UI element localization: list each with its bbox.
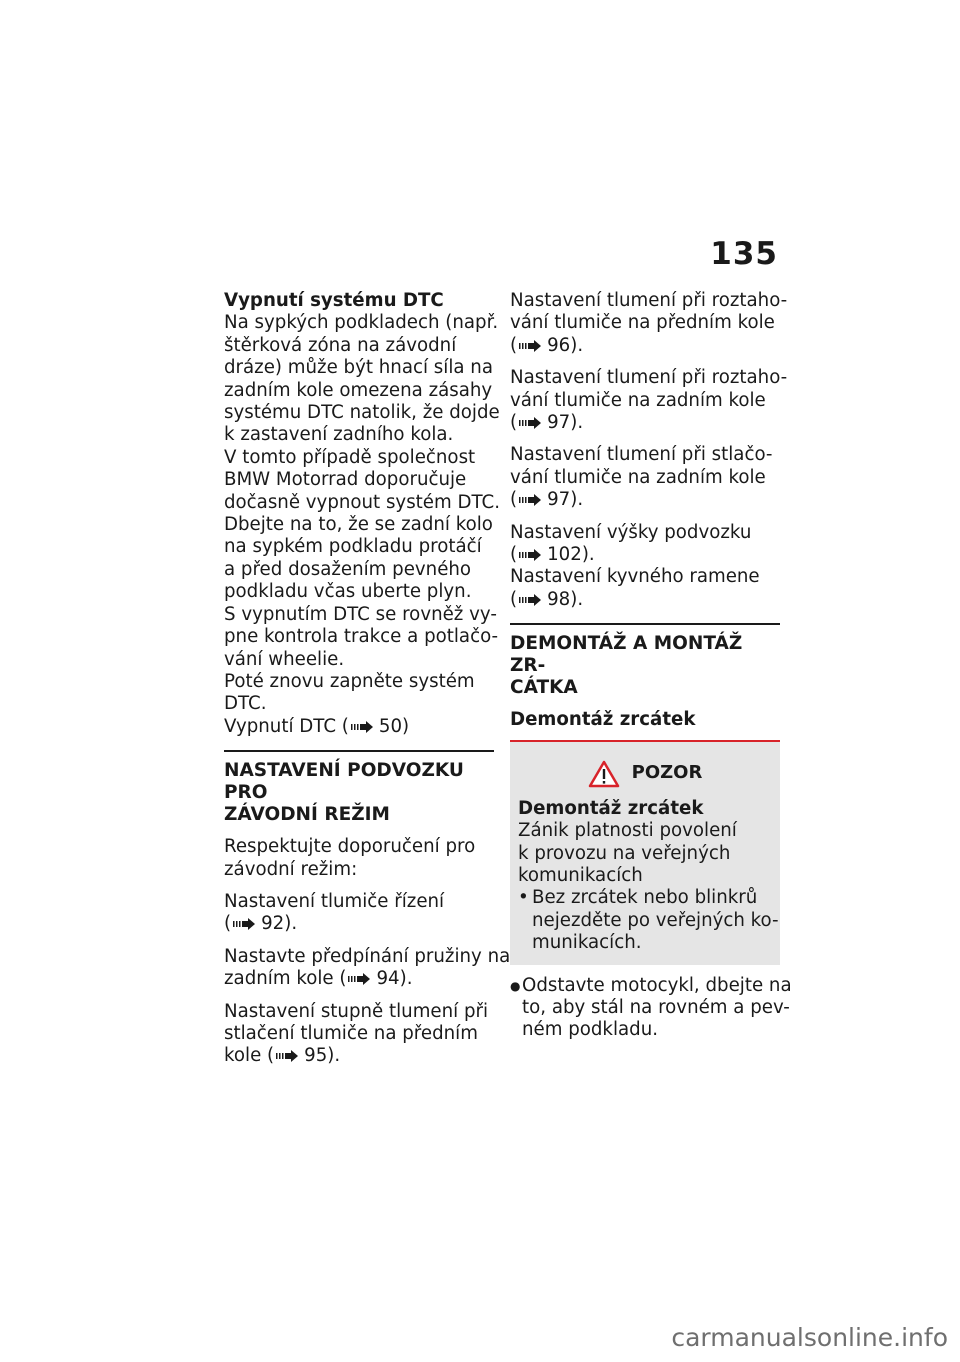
item-swingarm[interactable]	[510, 566, 780, 611]
text-line: podkladu včas uberte plyn.	[224, 581, 472, 603]
text-line: Nastavení kyvného ramene	[510, 566, 760, 588]
dtc-text	[224, 312, 501, 738]
page-reference-arrow-icon	[348, 973, 372, 985]
warning-box	[510, 740, 780, 965]
ref-page: 92).	[261, 913, 298, 935]
text-line: BMW Motorrad doporučuje	[224, 469, 467, 491]
page-reference-arrow-icon	[351, 721, 375, 733]
item-rebound-damping-front[interactable]	[510, 290, 788, 357]
text-line: systému DTC natolik, že dojde	[224, 402, 500, 424]
text-line: zadním kole omezena zásahy	[224, 379, 493, 401]
text-line: stlačení tlumiče na předním	[224, 1022, 478, 1044]
ref-page: 50)	[378, 715, 410, 737]
page-reference-arrow-icon	[519, 494, 543, 506]
text-line: Dbejte na to, že se zadní kolo	[224, 514, 493, 536]
text-line: nejezděte po veřejných ko-	[532, 909, 779, 931]
text-line: munikacích.	[532, 932, 642, 954]
text-line: Nastavení výšky podvozku	[510, 521, 752, 543]
text-line: vání tlumiče na zadním kole	[510, 389, 766, 411]
ref-text: Vypnutí DTC (	[224, 715, 349, 737]
page-reference-arrow-icon	[233, 918, 257, 930]
ref-open: (	[224, 913, 232, 935]
text-line: dočasně vypnout systém DTC.	[224, 491, 501, 513]
ref-page: 95).	[304, 1045, 341, 1067]
text-line: k zastavení zadního kola.	[224, 424, 454, 446]
heading-line: CÁTKA	[510, 677, 578, 699]
warning-heading: Demontáž zrcátek	[518, 797, 704, 819]
text-line: vání tlumiče na předním kole	[510, 312, 775, 334]
warning-header	[518, 760, 772, 788]
dtc-reference[interactable]	[224, 716, 494, 738]
heading-line: ZÁVODNÍ REŽIM	[224, 804, 390, 826]
text-fragment: kole (	[224, 1045, 275, 1067]
heading-line: NASTAVENÍ PODVOZKU PRO	[224, 760, 464, 804]
text-line: V tomto případě společnost	[224, 446, 476, 468]
watermark-link[interactable]: carmanualsonline.info	[671, 1323, 948, 1352]
chapter-heading-mirrors	[510, 623, 780, 699]
ref-page: 94).	[376, 968, 413, 990]
item-steering-damper[interactable]	[224, 891, 494, 936]
text-line: Nastavení tlumení při roztaho-	[510, 290, 788, 311]
ref-open: (	[510, 588, 518, 610]
sub-heading-mirror-removal: Demontáž zrcátek	[510, 709, 696, 731]
ref-page: 102).	[547, 544, 595, 566]
text-line: ● Odstavte motocykl, dbejte na	[522, 974, 792, 996]
text-line: vání wheelie.	[224, 648, 345, 670]
text-fragment: zadním kole (	[224, 968, 347, 990]
dtc-heading: Vypnutí systému DTC	[224, 290, 444, 311]
item-rebound-damping-rear[interactable]	[510, 367, 788, 434]
page-number: 135	[710, 236, 778, 272]
heading-line: DEMONTÁŽ A MONTÁŽ ZR-	[510, 633, 743, 677]
page-reference-arrow-icon	[519, 417, 543, 429]
text-line: Nastavení tlumení při stlačo-	[510, 444, 773, 466]
page-reference-arrow-icon	[276, 1050, 300, 1062]
text-line: Poté znovu zapněte systém	[224, 670, 475, 692]
ref-open: (	[510, 489, 518, 511]
text-line: komunikacích	[518, 864, 643, 886]
item-ride-height[interactable]	[510, 522, 780, 567]
text-line: S vypnutím DTC se rovněž vy-	[224, 603, 497, 625]
warning-bullet	[518, 887, 779, 954]
text-line: pne kontrola trakce a potlačo-	[224, 626, 499, 648]
text-line: • Bez zrcátek nebo blinkrů	[532, 887, 758, 909]
page-reference-arrow-icon	[519, 549, 543, 561]
text-line: Nastavení tlumení při roztaho-	[510, 367, 788, 389]
text-line: a před dosažením pevného	[224, 558, 472, 580]
ref-open: (	[510, 334, 518, 356]
item-spring-preload[interactable]	[224, 945, 511, 991]
right-column	[510, 290, 792, 1042]
text-line: Nastavení stupně tlumení při	[224, 1000, 489, 1022]
ref-page: 96).	[547, 334, 584, 356]
warning-triangle-icon	[588, 760, 620, 788]
item-compression-damping-front[interactable]	[224, 1001, 494, 1068]
text-line: dráze) může být hnací síla na	[224, 357, 493, 379]
ref-page: 97).	[547, 489, 584, 511]
ref-page: 97).	[547, 412, 584, 434]
ref-open: (	[510, 544, 518, 566]
text-line: Zánik platnosti povolení	[518, 820, 737, 842]
text-line: štěrková zóna na závodní	[224, 334, 457, 356]
text-line: Nastavte předpínání pružiny na	[224, 945, 511, 967]
ref-page: 98).	[547, 588, 584, 610]
warning-title: POZOR	[631, 762, 703, 784]
text-line: to, aby stál na rovném a pev-	[522, 996, 790, 1018]
text-line: na sypkém podkladu protáčí	[224, 536, 482, 558]
text-line: DTC.	[224, 693, 267, 715]
text-line: závodní režim:	[224, 858, 358, 880]
item-compression-damping-rear[interactable]	[510, 444, 780, 511]
text-line: k provozu na veřejných	[518, 842, 731, 864]
ref-open: (	[510, 412, 518, 434]
text-line: Na sypkých podkladech (např.	[224, 312, 499, 334]
left-column	[224, 290, 511, 1078]
text-line: ném podkladu.	[522, 1019, 659, 1041]
text-line: Nastavení tlumiče řízení	[224, 890, 445, 912]
intro-paragraph	[224, 836, 494, 881]
page-reference-arrow-icon	[519, 340, 543, 352]
text-line: vání tlumiče na zadním kole	[510, 466, 766, 488]
page-reference-arrow-icon	[519, 594, 543, 606]
chapter-heading-chassis	[224, 750, 494, 826]
action-step	[510, 974, 792, 1042]
text-line: Respektujte doporučení pro	[224, 836, 476, 858]
